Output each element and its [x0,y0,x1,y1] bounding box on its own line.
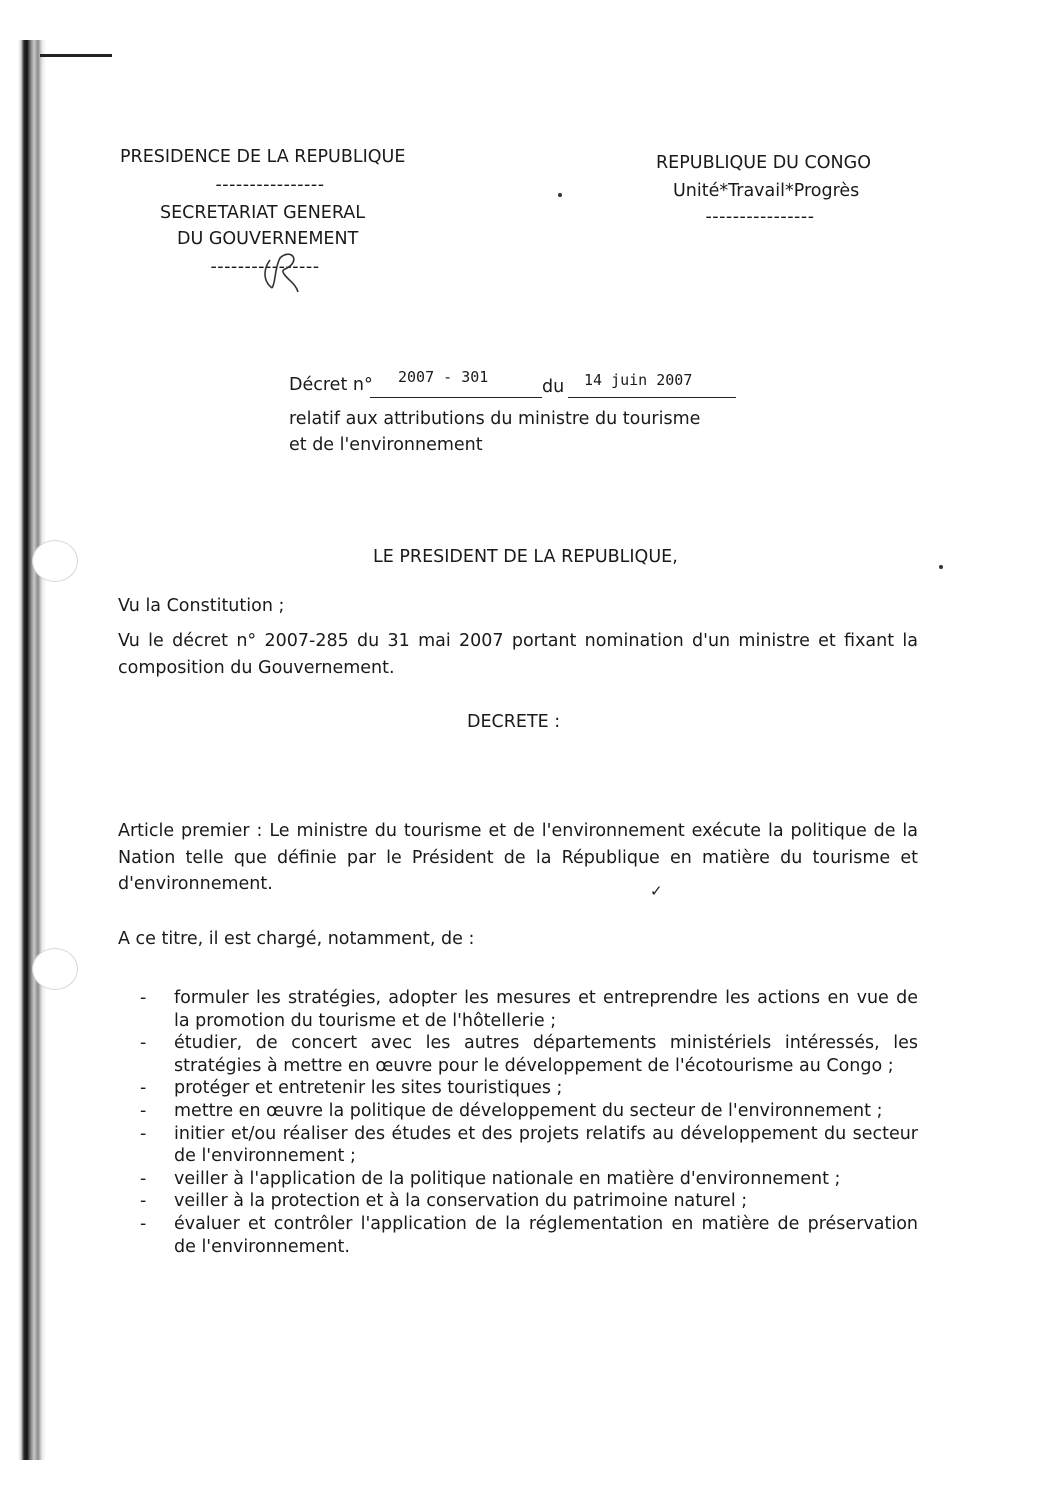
scan-speck [558,193,562,197]
decree-number-line [370,397,542,398]
decree-du: du [542,377,565,397]
decree-prefix: Décret n° [289,375,373,395]
list-item [140,1077,918,1100]
article-intro: A ce titre, il est chargé, notamment, de : [118,929,475,949]
bullet-dash: - [140,1100,147,1121]
visa-decret: Vu le décret n° 2007-285 du 31 mai 2007 portant nomination d'un ministre et fixant la composition du Gouvernement. [118,631,918,678]
header-presidence: PRESIDENCE DE LA REPUBLIQUE [120,147,406,167]
decree-subject-line2: et de l'environnement [289,435,483,455]
header-left-dashes: ---------------- [215,175,325,195]
binding-edge-top [40,54,112,57]
list-item-text: protéger et entretenir les sites touristiques ; [174,1078,563,1099]
visa-constitution: Vu la Constitution ; [118,596,285,616]
president-heading: LE PRESIDENT DE LA REPUBLIQUE, [373,547,678,567]
article-premier: Article premier : Le ministre du tourisme et de l'environnement exécute la politique de la Nation telle que définie par le Président de la République en matière du tourisme et d'environnement. [118,821,918,894]
list-item-text: initier et/ou réaliser des études et des projets relatifs au développement du secteur de l'environnement ; [174,1123,918,1167]
bullet-dash: - [140,1168,147,1189]
list-item-text: mettre en œuvre la politique de développement du secteur de l'environnement ; [174,1100,883,1121]
list-item [140,1213,918,1258]
decree-number: 2007 - 301 [398,368,489,386]
header-left-dashes-2: ---------------- [210,257,320,277]
list-item [140,1123,918,1168]
header-secretariat: SECRETARIAT GENERAL [160,203,366,223]
scan-speck [939,565,943,569]
header-republique: REPUBLIQUE DU CONGO [656,153,871,173]
bullet-dash: - [140,1213,147,1234]
punch-hole [32,540,78,582]
bullet-dash: - [140,1033,147,1054]
header-right-dashes: ---------------- [705,207,815,227]
binding-edge [18,40,46,1460]
decrete-heading: DECRETE : [467,712,561,732]
list-item-text: évaluer et contrôler l'application de la réglementation en matière de préservation de l'environnement. [174,1213,918,1257]
header-gouvernement: DU GOUVERNEMENT [177,229,359,249]
list-item-text: veiller à l'application de la politique nationale en matière d'environnement ; [174,1168,841,1189]
list-item-text: veiller à la protection et à la conservation du patrimoine naturel ; [174,1191,748,1212]
scan-mark: ✓ [650,882,663,900]
list-item [140,1168,918,1191]
decree-subject-line1: relatif aux attributions du ministre du tourisme [289,409,701,429]
list-item [140,1100,918,1123]
handwritten-initials-mark [258,242,308,294]
list-item [140,1190,918,1213]
bullet-dash: - [140,1191,147,1212]
bullet-dash: - [140,1123,147,1144]
header-motto: Unité*Travail*Progrès [673,181,860,201]
bullet-dash: - [140,988,147,1008]
punch-hole [32,948,78,990]
list-item [140,1032,918,1077]
decree-date-line [568,397,736,398]
list-item-text: étudier, de concert avec les autres départements ministériels intéressés, les stratégies à mettre en œuvre pour le développement de l'écotourisme au Congo ; [174,1033,918,1076]
decree-date: 14 juin 2007 [584,371,693,389]
attributions-list [140,987,918,1258]
bullet-dash: - [140,1078,147,1099]
list-item [140,987,918,1032]
list-item-text: formuler les stratégies, adopter les mesures et entreprendre les actions en vue de la promotion du tourisme et de l'hôtellerie ; [174,988,918,1031]
